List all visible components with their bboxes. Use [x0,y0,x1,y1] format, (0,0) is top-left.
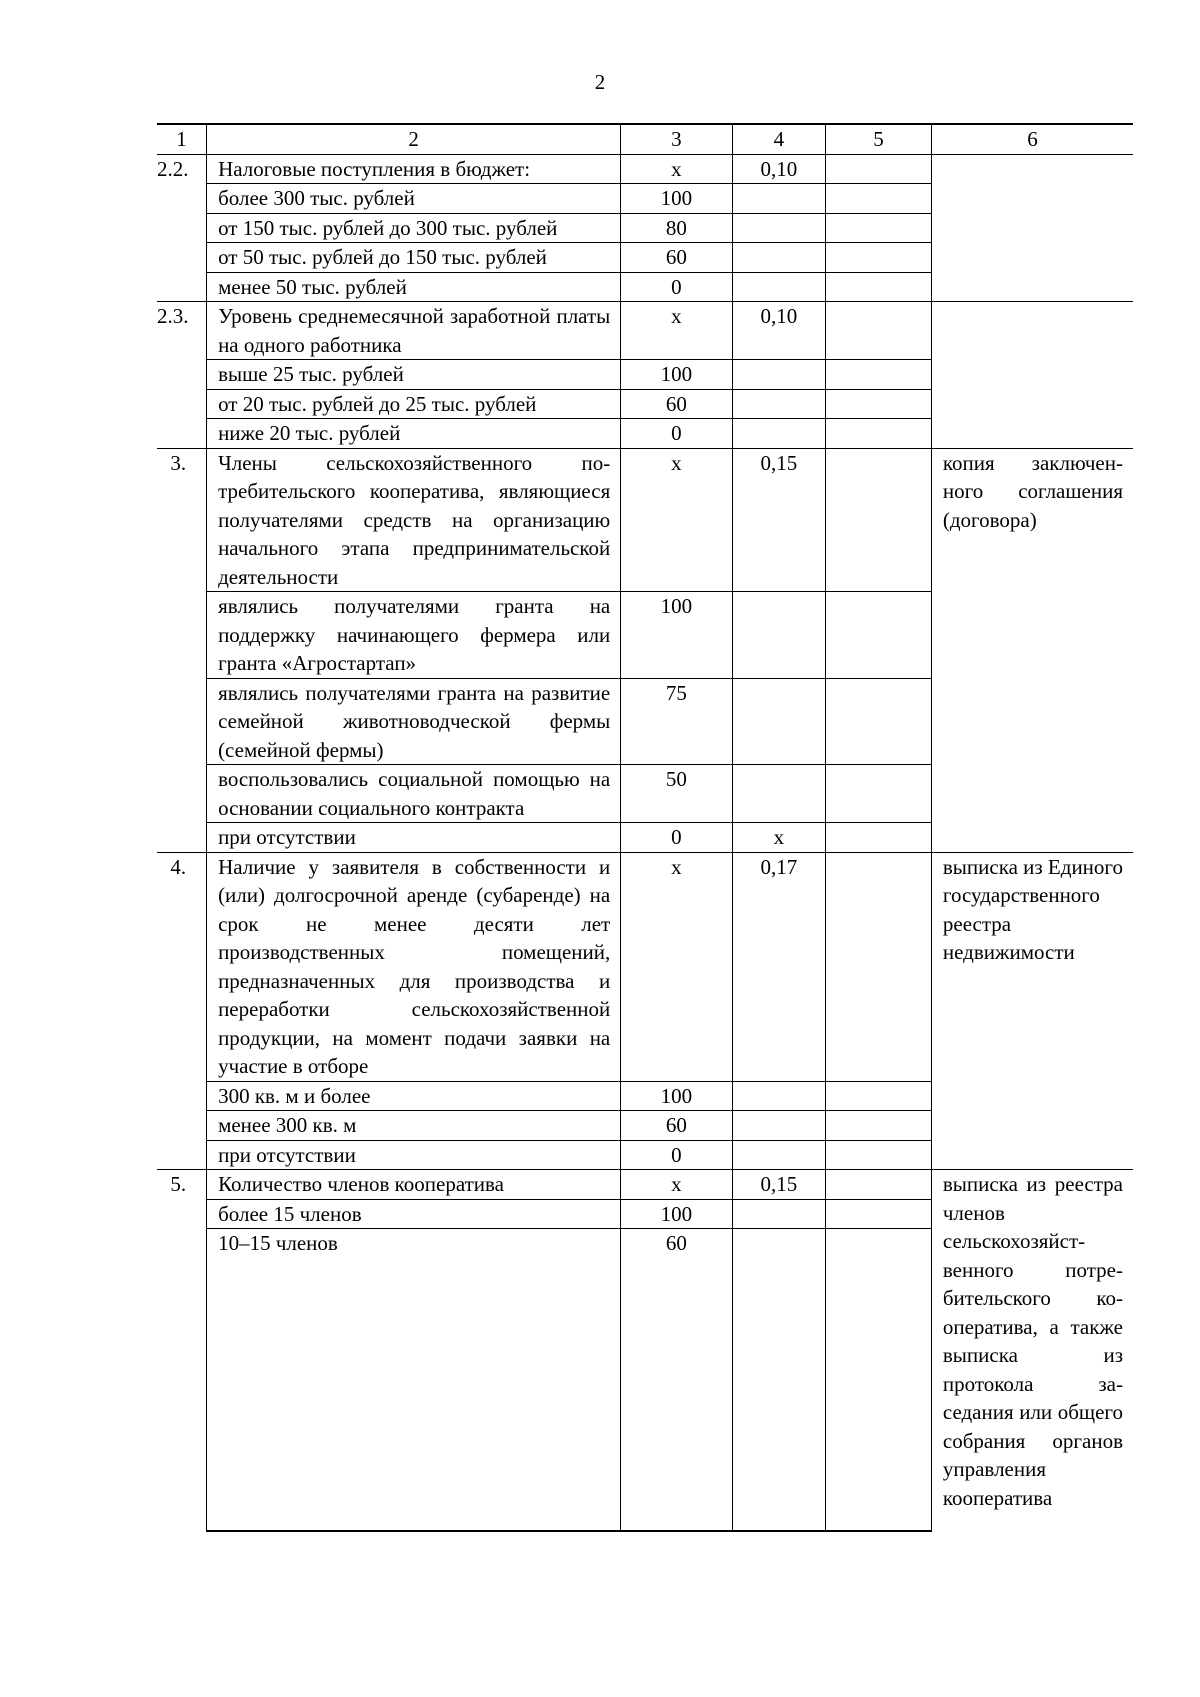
score-cell: х [621,852,732,1081]
score-cell: 50 [621,765,732,823]
score-cell: х [621,448,732,592]
weight-cell [732,1111,826,1141]
criterion-text: более 300 тыс. рублей [207,184,621,214]
weight-cell [732,243,826,273]
supporting-document [931,154,1133,302]
header-cell: 4 [732,124,826,154]
header-cell: 1 [157,124,207,154]
column-5-cell [826,419,932,449]
score-cell: 60 [621,1111,732,1141]
criterion-number: 2.3. [157,302,207,449]
column-5-cell [826,184,932,214]
criterion-text: менее 300 кв. м [207,1111,621,1141]
score-cell: 0 [621,272,732,302]
column-5-cell [826,1170,932,1200]
criterion-text: менее 50 тыс. рублей [207,272,621,302]
page-number: 2 [594,70,606,94]
supporting-document: копия заключенного соглашения (договора) [931,448,1133,852]
weight-cell [732,765,826,823]
criterion-number: 3. [157,448,207,852]
criterion-text: воспользовались социальной помощью на основании социального контракта [207,765,621,823]
column-5-cell [826,1199,932,1229]
criterion-text: Количество членов кооператива [207,1170,621,1200]
column-5-cell [826,823,932,853]
criterion-text: выше 25 тыс. рублей [207,360,621,390]
score-cell: 60 [621,1229,732,1532]
column-5-cell [826,213,932,243]
weight-cell: 0,10 [732,302,826,360]
criteria-table [157,123,1133,1532]
weight-cell: 0,10 [732,154,826,184]
score-cell: 80 [621,213,732,243]
column-5-cell [826,592,932,679]
header-cell: 2 [207,124,621,154]
score-cell: 75 [621,678,732,765]
score-cell: 60 [621,243,732,273]
criterion-text: от 50 тыс. рублей до 150 тыс. рублей [207,243,621,273]
column-5-cell [826,360,932,390]
weight-cell [732,1229,826,1532]
table-row [157,1170,1133,1200]
criterion-text: от 150 тыс. рублей до 300 тыс. рублей [207,213,621,243]
supporting-document [931,302,1133,449]
column-5-cell [826,1081,932,1111]
column-5-cell [826,678,932,765]
column-5-cell [826,1140,932,1170]
weight-cell: 0,17 [732,852,826,1081]
table-row [157,154,1133,184]
criterion-text: при отсутствии [207,1140,621,1170]
criterion-number: 2.2. [157,154,207,302]
criterion-text: 300 кв. м и более [207,1081,621,1111]
score-cell: х [621,302,732,360]
weight-cell [732,1199,826,1229]
column-5-cell [826,765,932,823]
criterion-text: при отсутствии [207,823,621,853]
weight-cell [732,1081,826,1111]
column-5-cell [826,389,932,419]
header-cell: 3 [621,124,732,154]
column-5-cell [826,243,932,273]
header-row [157,124,1133,154]
table-row [157,302,1133,360]
criterion-text: более 15 членов [207,1199,621,1229]
score-cell: 100 [621,360,732,390]
criterion-number: 4. [157,852,207,1170]
header-cell: 6 [931,124,1133,154]
weight-cell [732,360,826,390]
score-cell: 100 [621,184,732,214]
criterion-number: 5. [157,1170,207,1532]
weight-cell [732,184,826,214]
header-cell: 5 [826,124,932,154]
criterion-text: Уровень среднемесячной заработной платы на одного работника [207,302,621,360]
criterion-text: Члены сельскохозяйственного потребительского кооператива, являющиеся получателями средств на организацию начального этапа предпринимательской деятельности [207,448,621,592]
criterion-text: 10–15 членов [207,1229,621,1532]
score-cell: 100 [621,1081,732,1111]
weight-cell [732,419,826,449]
score-cell: 0 [621,419,732,449]
score-cell: 60 [621,389,732,419]
score-cell: 0 [621,823,732,853]
weight-cell: 0,15 [732,1170,826,1200]
weight-cell [732,389,826,419]
column-5-cell [826,302,932,360]
column-5-cell [826,154,932,184]
criterion-text: от 20 тыс. рублей до 25 тыс. рублей [207,389,621,419]
score-cell: 100 [621,1199,732,1229]
supporting-document: выписка из реестра членов сельскохозяйственного потребительского кооператива, а также выписка из протокола заседания или общего собрания органов управления кооператива [931,1170,1133,1532]
weight-cell [732,213,826,243]
weight-cell: х [732,823,826,853]
column-5-cell [826,1229,932,1532]
column-5-cell [826,1111,932,1141]
weight-cell [732,592,826,679]
score-cell: 0 [621,1140,732,1170]
column-5-cell [826,852,932,1081]
criterion-text: ниже 20 тыс. рублей [207,419,621,449]
criterion-text: Наличие у заявителя в собственности и (или) долгосрочной аренде (субаренде) на срок не менее десяти лет производственных помещений, предназначенных для производства и переработки сельскохозяйственной продукции, на момент подачи заявки на участие в отборе [207,852,621,1081]
weight-cell: 0,15 [732,448,826,592]
supporting-document: выписка из Единого государственного реестра недвижимости [931,852,1133,1170]
criterion-text: Налоговые поступления в бюджет: [207,154,621,184]
score-cell: 100 [621,592,732,679]
score-cell: х [621,154,732,184]
score-cell: х [621,1170,732,1200]
weight-cell [732,1140,826,1170]
table-row [157,852,1133,1081]
criterion-text: являлись получателями гранта на развитие семейной животноводческой фермы (семейной фермы) [207,678,621,765]
column-5-cell [826,448,932,592]
weight-cell [732,272,826,302]
weight-cell [732,678,826,765]
column-5-cell [826,272,932,302]
table-row [157,448,1133,592]
criterion-text: являлись получателями гранта на поддержку начинающего фермера или гранта «Агростартап» [207,592,621,679]
